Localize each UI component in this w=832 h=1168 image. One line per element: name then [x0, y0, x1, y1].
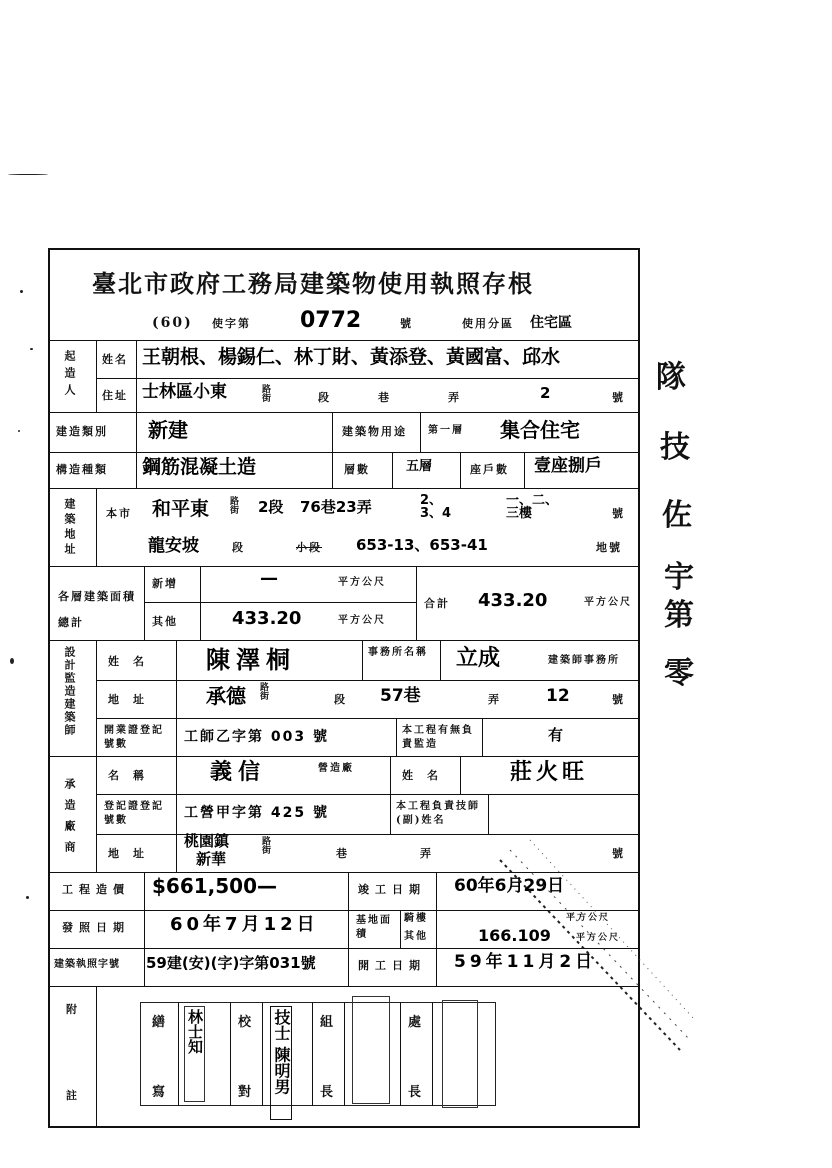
contractor-name-label: 名稱	[108, 769, 158, 782]
seal-stamp: 技士 陳明男	[270, 1006, 292, 1120]
cost-label: 工程造價	[62, 883, 130, 896]
contractor-name-suffix: 營造廠	[318, 763, 354, 774]
margin-char-5: 第	[664, 598, 694, 633]
contractor-addr-nong: 弄	[420, 847, 433, 860]
area-section-label: 各層建築面積總計	[58, 590, 136, 629]
margin-char-4: 宇	[664, 560, 694, 595]
structure-value: 鋼筋混凝土造	[142, 456, 257, 478]
floors-label: 層數	[344, 463, 370, 476]
contractor-addr-road-type: 路街	[262, 837, 274, 856]
start-value: 59年11月2日	[454, 952, 597, 972]
completion-label: 竣工日期	[358, 883, 426, 896]
col-divider	[312, 1002, 313, 1106]
designer-addr-road-type: 路街	[260, 683, 272, 702]
site-city: 本市	[106, 507, 132, 520]
builder-addr-hao: 號	[612, 391, 625, 404]
scan-mark	[30, 348, 33, 350]
col-divider	[96, 340, 97, 412]
issue-arcade-label: 騎樓	[404, 913, 428, 924]
area-new-label: 新增	[152, 577, 178, 590]
designer-addr-hao: 號	[612, 693, 625, 706]
contractor-owner-label: 姓名	[402, 769, 452, 782]
contractor-tech-label: 本工程負責技師(副)姓名	[396, 801, 480, 826]
builder-addr-no: 2	[540, 384, 551, 402]
col-divider	[200, 566, 201, 640]
site-hao: 號	[612, 507, 625, 520]
site-lot-small: 小段	[296, 541, 322, 554]
builder-addr-nong: 弄	[448, 391, 461, 404]
contractor-reg-value: 工營甲字第 425 號	[184, 805, 329, 821]
designer-office-suffix: 建築師事務所	[548, 655, 620, 666]
scan-mark	[8, 174, 48, 175]
seal-stamp	[442, 1000, 478, 1108]
designer-addr-label: 地址	[108, 693, 158, 706]
designer-addr-nong: 弄	[488, 693, 501, 706]
contractor-addr-xiang: 巷	[336, 847, 349, 860]
builder-name-label: 姓名	[102, 353, 128, 366]
col-divider	[482, 718, 483, 756]
issue-other-label: 其他	[404, 931, 428, 942]
builder-section-label: 起造人	[63, 350, 76, 401]
stamp-label-top: 繕	[152, 1015, 168, 1030]
col-divider	[96, 640, 97, 756]
floors-value: 五層	[406, 459, 433, 474]
completion-value: 60年6月29日	[454, 876, 565, 896]
stamp-label-bottom: 對	[238, 1085, 254, 1100]
col-divider	[332, 452, 333, 488]
units-label: 座戶數	[470, 463, 509, 476]
category-label: 建造類別	[56, 425, 108, 438]
col-divider	[524, 452, 525, 488]
margin-char-3: 佐	[662, 498, 692, 533]
construction-label: 建築執照字號	[54, 959, 120, 970]
designer-reg-value: 工師乙字第 003 號	[184, 729, 329, 745]
zone-value: 住宅區	[530, 315, 572, 331]
designer-supervise-label: 本工程有無負責監造	[402, 725, 474, 750]
col-divider	[344, 1002, 345, 1106]
col-divider	[230, 1002, 231, 1106]
stamp-label-top: 處	[408, 1015, 424, 1030]
note-label-1: 附	[66, 1003, 79, 1016]
seal-stamp	[352, 996, 390, 1104]
structure-label: 構造種類	[56, 463, 108, 476]
row-divider	[96, 680, 640, 681]
stamp-label-bottom: 長	[408, 1085, 424, 1100]
form-title: 臺北市政府工務局建築物使用執照存根	[92, 269, 534, 298]
col-divider	[176, 640, 177, 680]
site-duan: 2段	[258, 498, 284, 516]
row-divider	[48, 756, 640, 757]
stamp-label-bottom: 長	[320, 1085, 336, 1100]
builder-addr-district: 士林區小東	[142, 382, 227, 402]
margin-char-6: 零	[664, 656, 694, 691]
site-road-type: 路街	[230, 497, 242, 516]
col-divider	[144, 872, 145, 986]
col-divider	[420, 412, 421, 452]
col-divider	[178, 1002, 179, 1106]
issue-value: 60年7月12日	[170, 914, 319, 935]
col-divider	[400, 1002, 401, 1106]
margin-char-2: 技	[660, 430, 690, 465]
designer-addr-road: 承德	[206, 684, 246, 708]
col-divider	[136, 452, 137, 488]
area-total-label: 合計	[424, 597, 450, 610]
builder-addr-road: 路街	[262, 385, 274, 404]
builder-addr-duan: 段	[318, 391, 331, 404]
issue-label: 發照日期	[62, 921, 130, 934]
area-other-value: 433.20	[232, 608, 302, 629]
col-divider	[400, 910, 401, 948]
permit-year: (60)	[152, 315, 193, 331]
use-value: 集合住宅	[500, 418, 580, 442]
designer-office-label: 事務所名稱	[368, 647, 428, 658]
builder-names: 王朝根、楊錫仁、林丁財、黃添登、黃國富、邱水	[142, 346, 561, 368]
area-unit-1: 平方公尺	[338, 577, 386, 588]
use-prefix: 第一層	[428, 425, 464, 436]
construction-value: 59建(安)(字)字第031號	[146, 954, 316, 972]
col-divider	[392, 452, 393, 488]
site-lot-duan: 段	[232, 541, 245, 554]
col-divider	[436, 872, 437, 986]
area-other-label: 其他	[152, 615, 178, 628]
designer-reg-label: 開業證登記號數	[104, 725, 164, 750]
use-label: 建築物用途	[342, 425, 407, 438]
col-divider	[416, 566, 417, 640]
zone-label: 使用分區	[462, 317, 514, 330]
scan-mark	[26, 896, 29, 899]
col-divider	[136, 412, 137, 452]
designer-name-value: 陳澤桐	[206, 646, 296, 674]
seal-stamp: 林士知	[184, 1006, 205, 1102]
site-road: 和平東	[152, 498, 210, 520]
scan-smudge	[480, 800, 700, 1060]
contractor-reg-label: 登記證登記號數	[104, 801, 164, 826]
col-divider	[460, 452, 461, 488]
site-section-label: 建築地址	[63, 498, 76, 558]
contractor-addr-town: 桃園鎮	[184, 832, 230, 850]
row-divider	[48, 566, 640, 567]
col-divider	[176, 756, 177, 872]
col-divider	[348, 872, 349, 986]
category-value: 新建	[148, 418, 188, 442]
col-divider	[460, 756, 461, 794]
row-divider	[48, 488, 640, 489]
stamp-label-bottom: 寫	[152, 1085, 168, 1100]
site-nums2: 一、二、三樓	[506, 493, 559, 521]
designer-supervise-value: 有	[548, 726, 564, 744]
scan-mark	[20, 290, 23, 293]
stamp-label-top: 組	[320, 1015, 336, 1030]
scan-mark	[10, 658, 14, 664]
stamp-label-top: 校	[238, 1015, 254, 1030]
designer-section-label: 設計監造建築師	[63, 646, 76, 737]
site-nums: 2、3、4	[420, 493, 452, 521]
site-xiang: 76巷23弄	[300, 498, 372, 516]
builder-addr-xiang: 巷	[378, 391, 391, 404]
row-divider	[96, 718, 640, 719]
row-divider	[48, 640, 640, 641]
contractor-addr-label: 地址	[108, 847, 158, 860]
site-lot-area: 龍安坡	[148, 536, 199, 556]
col-divider	[432, 1002, 433, 1106]
col-divider	[96, 986, 97, 1128]
contractor-addr-hao: 號	[612, 847, 625, 860]
contractor-section-label: 承造廠商	[63, 778, 76, 862]
designer-addr-no: 12	[546, 686, 570, 706]
col-divider	[390, 756, 391, 834]
col-divider	[332, 412, 333, 452]
site-lot-hao: 地號	[596, 541, 622, 554]
issue-other-unit: 平方公尺	[576, 933, 621, 943]
margin-char-1: 隊	[656, 360, 686, 395]
col-divider	[262, 1002, 263, 1106]
col-divider	[176, 718, 177, 756]
issue-arcade-unit: 平方公尺	[566, 913, 611, 923]
issue-area-label: 基地面積	[356, 915, 392, 940]
col-divider	[176, 680, 177, 718]
col-divider	[136, 340, 137, 412]
permit-number: 0772	[300, 308, 362, 333]
permit-word: 使字第	[212, 317, 251, 330]
note-label-2: 註	[66, 1089, 79, 1102]
col-divider	[96, 488, 97, 566]
area-unit-3: 平方公尺	[584, 597, 632, 608]
contractor-name-value: 義信	[210, 760, 267, 785]
area-total-value: 433.20	[478, 590, 548, 611]
units-value: 壹座捌戶	[534, 456, 602, 476]
col-divider	[396, 718, 397, 756]
permit-suffix: 號	[400, 317, 413, 330]
contractor-addr-road: 新華	[196, 850, 227, 868]
designer-addr-duan: 段	[334, 693, 347, 706]
area-unit-2: 平方公尺	[338, 615, 386, 626]
cost-value: $661,500—	[152, 874, 278, 898]
row-divider	[96, 794, 640, 795]
designer-addr-xiang: 57巷	[380, 686, 421, 706]
scan-mark	[18, 430, 20, 432]
col-divider	[362, 640, 363, 680]
contractor-owner-value: 莊火旺	[510, 760, 589, 785]
start-label: 開工日期	[358, 959, 426, 972]
designer-name-label: 姓名	[108, 655, 158, 668]
col-divider	[144, 566, 145, 640]
site-lots: 653-13、653-41	[356, 536, 488, 554]
row-divider	[96, 378, 640, 379]
col-divider	[440, 640, 441, 680]
designer-office-value: 立成	[456, 646, 501, 671]
builder-addr-label: 住址	[102, 389, 128, 402]
area-new-value: —	[260, 568, 278, 589]
issue-other-value: 166.109	[478, 926, 551, 945]
row-divider	[144, 602, 416, 603]
col-divider	[96, 756, 97, 872]
